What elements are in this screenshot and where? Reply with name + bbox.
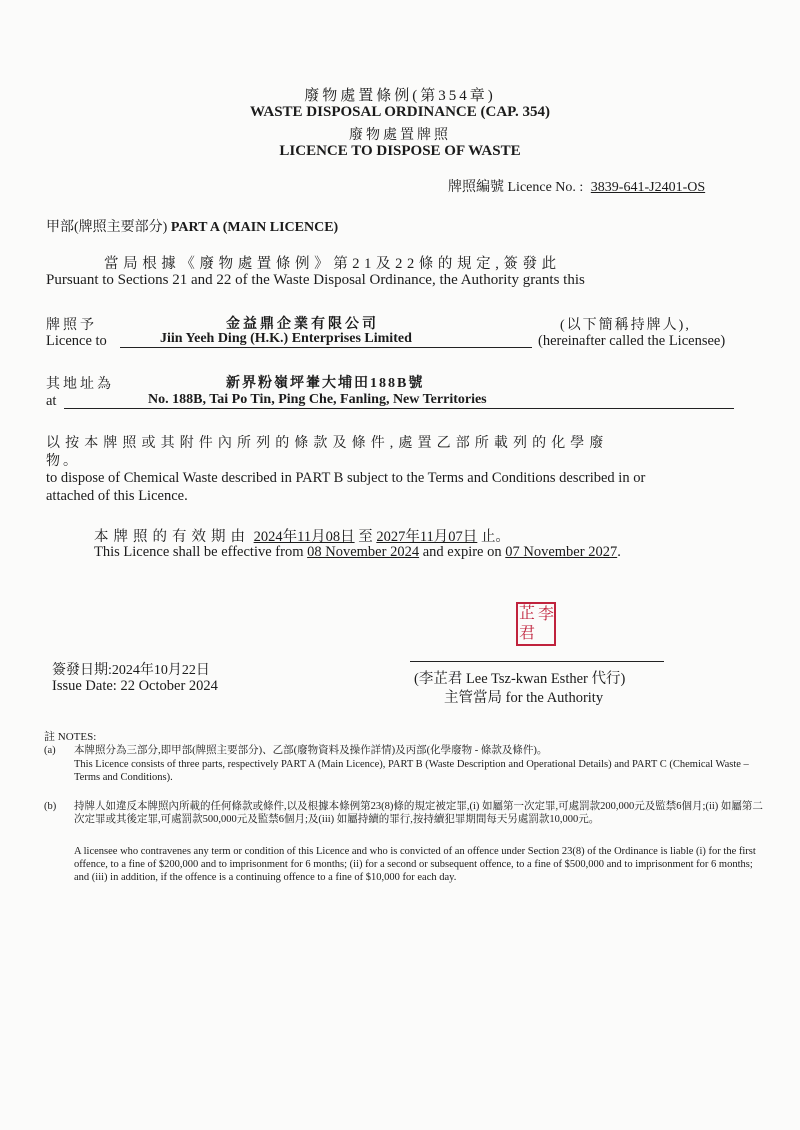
address-label-en: at <box>46 393 57 409</box>
purpose-en-line2: attached of this Licence. <box>46 488 188 504</box>
issue-date-zh: 簽發日期:2024年10月22日 <box>52 663 210 678</box>
licensee-suffix-zh: (以下簡稱持牌人), <box>560 318 691 333</box>
purpose-en-line1: to dispose of Chemical Waste described in PART B subject to the Terms and Conditions described in or <box>46 470 646 486</box>
pursuant-text-zh: 當局根據《廢物處置條例》第21及22條的規定,簽發此 <box>104 256 561 272</box>
seal-char-2: 李 <box>538 606 555 623</box>
note-b-en: A licensee who contravenes any term or condition of this Licence and who is convicted of an offence under Section 23(8) of the Ordinance is liable (i) for the first offence, to a fine of $200,000 and to imprisonment for 6 months; (ii) for a second or subsequent offence, to a fine of $500,000 and to imprisonment for 6 months; and (iii) in addition, if the offence is a continuing offence to a fine of $10,000 for each day. <box>74 846 756 883</box>
licensee-name-zh: 金益鼎企業有限公司 <box>226 317 379 332</box>
note-a-zh: 本牌照分為三部分,即甲部(牌照主要部分)、乙部(廢物資料及操作詳情)及丙部(化學廢物 - 條款及條件)。 <box>74 745 548 756</box>
licensee-label-en: Licence to <box>46 333 107 349</box>
part-a-heading <box>46 216 338 236</box>
validity-en-prefix: This Licence shall be effective from <box>94 544 304 560</box>
licensee-underline <box>120 347 532 348</box>
licence-number-row <box>448 176 705 196</box>
address-underline <box>64 408 734 409</box>
issue-date-en: Issue Date: 22 October 2024 <box>52 678 218 694</box>
signature-line <box>410 661 664 662</box>
validity-zh-mid: 至 <box>358 529 373 545</box>
address-label-zh: 其地址為 <box>46 377 114 392</box>
signatory-authority: 主管當局 for the Authority <box>444 690 604 706</box>
licensee-name-en: Jiin Yeeh Ding (H.K.) Enterprises Limited <box>160 331 412 346</box>
licensee-suffix-en: (hereinafter called the Licensee) <box>538 333 726 349</box>
seal-char-1: 芷 <box>519 605 536 622</box>
note-a-en: This Licence consists of three parts, respectively PART A (Main Licence), PART B (Waste Description and Operational Details) and PART C (Chemical Waste – Terms and Conditions). <box>74 759 749 783</box>
validity-en-start: 08 November 2024 <box>307 544 420 560</box>
note-b-label: (b) <box>44 801 57 812</box>
licensee-label-zh: 牌照予 <box>46 318 97 333</box>
licence-number-value: 3839-641-J2401-OS <box>590 180 706 195</box>
signatory-name: (李芷君 Lee Tsz-kwan Esther 代行) <box>414 671 626 687</box>
seal-char-3: 君 <box>519 625 536 642</box>
purpose-zh-line1: 以按本牌照或其附件內所列的條款及條件,處置乙部所載列的化學廢 <box>46 436 609 451</box>
validity-zh-start: 2024年11月08日 <box>253 529 355 545</box>
pursuant-text-en: Pursuant to Sections 21 and 22 of the Waste Disposal Ordinance, the Authority grants this <box>46 272 585 288</box>
purpose-zh-line2: 物。 <box>46 454 80 469</box>
note-b-zh: 持牌人如違反本牌照內所載的任何條款或條件,以及根據本條例第23(8)條的規定被定罪,(i) 如屬第一次定罪,可處罰款200,000元及監禁6個月;(ii) 如屬第二次定罪或其後定罪,可處罰款500,000元及監禁6個月;及(iii) 如屬持續的罪行,按持續犯罪期間每天另處罰款10,000元。 <box>74 801 763 825</box>
validity-zh-end: 2027年11月07日 <box>376 529 478 545</box>
validity-en-end: 07 November 2027 <box>505 544 618 560</box>
address-zh: 新界粉嶺坪輋大埔田188B號 <box>226 376 425 391</box>
authority-seal <box>516 602 556 646</box>
ordinance-title-en: WASTE DISPOSAL ORDINANCE (CAP. 354) <box>250 104 550 120</box>
validity-en <box>94 544 621 561</box>
validity-zh-prefix: 本牌照的有效期由 <box>94 529 250 545</box>
validity-en-suffix: . <box>617 544 621 560</box>
part-a-title-zh: 甲部(牌照主要部分) <box>46 220 168 235</box>
ordinance-title-zh: 廢物處置條例(第354章) <box>304 88 496 104</box>
licence-number-label-en: Licence No. : <box>507 180 584 195</box>
note-a-label: (a) <box>44 745 56 756</box>
validity-en-mid: and expire on <box>422 544 502 560</box>
part-a-title-en: PART A (MAIN LICENCE) <box>170 220 339 235</box>
validity-zh <box>94 525 510 546</box>
licence-title-en: LICENCE TO DISPOSE OF WASTE <box>279 143 521 159</box>
licence-title-zh: 廢物處置牌照 <box>349 128 451 143</box>
notes-title: 註 NOTES: <box>44 731 97 743</box>
licence-number-label-zh: 牌照編號 <box>448 180 504 195</box>
address-en: No. 188B, Tai Po Tin, Ping Che, Fanling, New Territories <box>148 392 487 407</box>
validity-zh-suffix: 止。 <box>480 529 510 545</box>
